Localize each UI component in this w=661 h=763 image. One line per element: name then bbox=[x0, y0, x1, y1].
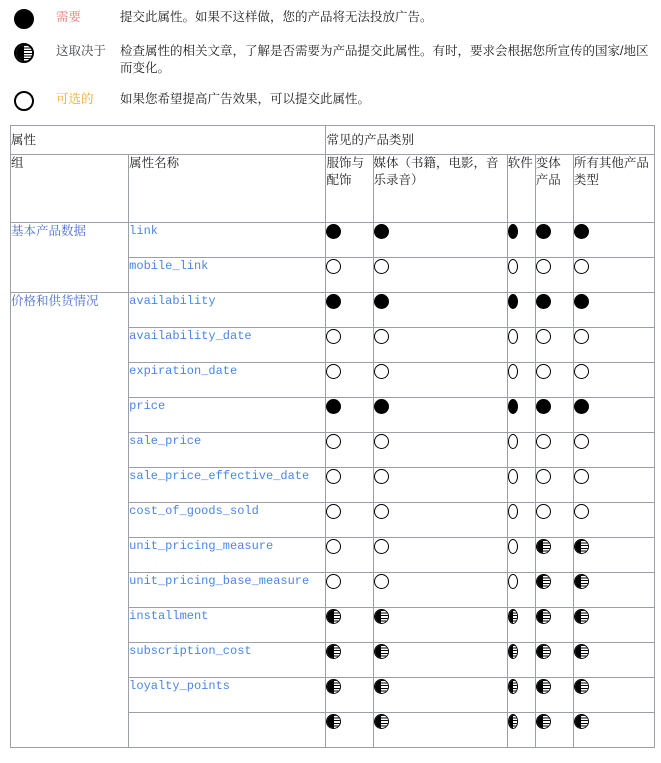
empty-circle-icon bbox=[326, 469, 341, 484]
filled-circle-icon bbox=[574, 294, 589, 309]
support-cell-var bbox=[535, 328, 573, 363]
legend-item-optional bbox=[10, 90, 655, 111]
empty-circle-icon bbox=[326, 259, 341, 274]
support-cell-app bbox=[326, 538, 373, 573]
filled-circle-icon bbox=[374, 224, 389, 239]
empty-circle-icon bbox=[374, 329, 389, 344]
support-cell-app bbox=[326, 573, 373, 608]
filled-circle-icon bbox=[508, 224, 518, 239]
half-filled-circle-icon bbox=[374, 679, 389, 694]
filled-circle-icon bbox=[536, 399, 551, 414]
half-filled-circle-icon bbox=[536, 539, 551, 554]
empty-circle-icon bbox=[326, 434, 341, 449]
empty-circle-icon bbox=[574, 364, 589, 379]
support-cell-var bbox=[535, 223, 573, 258]
empty-circle-icon bbox=[536, 364, 551, 379]
half-filled-circle-icon bbox=[574, 574, 589, 589]
support-cell-var bbox=[535, 258, 573, 293]
half-filled-circle-icon bbox=[574, 714, 589, 729]
legend-item-depends bbox=[10, 42, 655, 77]
empty-circle-icon bbox=[574, 469, 589, 484]
empty-circle-icon bbox=[326, 574, 341, 589]
support-cell-media bbox=[373, 713, 507, 748]
support-cell-media bbox=[373, 258, 507, 293]
support-cell-media bbox=[373, 433, 507, 468]
empty-circle-icon bbox=[574, 504, 589, 519]
table-body bbox=[11, 223, 655, 748]
support-cell-other bbox=[573, 433, 654, 468]
support-cell-var bbox=[535, 468, 573, 503]
support-cell-app bbox=[326, 503, 373, 538]
support-cell-media bbox=[373, 293, 507, 328]
attributes-table-wrapper bbox=[10, 125, 655, 748]
group-name-cell[interactable]: 价格和供货情况 bbox=[11, 293, 129, 748]
support-cell-other bbox=[573, 503, 654, 538]
support-cell-soft bbox=[507, 503, 535, 538]
half-filled-circle-icon bbox=[508, 609, 518, 624]
empty-circle-icon bbox=[508, 364, 518, 379]
filled-circle-icon bbox=[326, 294, 341, 309]
attribute-name-cell[interactable]: availability bbox=[129, 293, 326, 328]
support-cell-soft bbox=[507, 258, 535, 293]
support-cell-var bbox=[535, 398, 573, 433]
header-categories-span: 常见的产品类别 bbox=[326, 126, 655, 155]
attribute-name-cell[interactable]: subscription_cost bbox=[129, 643, 326, 678]
attribute-name-cell[interactable]: unit_pricing_base_measure bbox=[129, 573, 326, 608]
support-cell-var bbox=[535, 293, 573, 328]
empty-circle-icon bbox=[536, 504, 551, 519]
support-cell-soft bbox=[507, 538, 535, 573]
support-cell-app bbox=[326, 713, 373, 748]
half-filled-circle-icon bbox=[536, 714, 551, 729]
half-filled-circle-icon bbox=[536, 679, 551, 694]
header-col-apparel: 服饰与配饰 bbox=[326, 155, 373, 223]
empty-circle-icon bbox=[508, 539, 518, 554]
support-cell-media bbox=[373, 328, 507, 363]
support-cell-media bbox=[373, 363, 507, 398]
support-cell-app bbox=[326, 363, 373, 398]
support-cell-soft bbox=[507, 468, 535, 503]
header-col-attribute-name: 属性名称 bbox=[129, 155, 326, 223]
half-filled-circle-icon bbox=[374, 609, 389, 624]
support-cell-soft bbox=[507, 328, 535, 363]
attribute-name-cell[interactable]: mobile_link bbox=[129, 258, 326, 293]
half-filled-circle-icon bbox=[536, 644, 551, 659]
table-row bbox=[11, 223, 655, 258]
empty-circle-icon bbox=[374, 434, 389, 449]
support-cell-var bbox=[535, 433, 573, 468]
support-cell-other bbox=[573, 608, 654, 643]
support-cell-other bbox=[573, 538, 654, 573]
support-cell-var bbox=[535, 538, 573, 573]
half-filled-circle-icon bbox=[326, 644, 341, 659]
legend-item-required bbox=[10, 8, 655, 29]
empty-circle-icon bbox=[326, 539, 341, 554]
attribute-name-cell[interactable]: loyalty_points bbox=[129, 678, 326, 713]
legend-term-optional: 可选的 bbox=[56, 92, 94, 106]
support-cell-other bbox=[573, 573, 654, 608]
legend-term-depends: 这取决于 bbox=[56, 44, 107, 58]
empty-circle-icon bbox=[326, 504, 341, 519]
empty-circle-icon bbox=[374, 539, 389, 554]
table-row bbox=[11, 293, 655, 328]
empty-circle-icon bbox=[508, 574, 518, 589]
half-filled-circle-icon bbox=[536, 609, 551, 624]
support-cell-other bbox=[573, 328, 654, 363]
support-cell-app bbox=[326, 328, 373, 363]
filled-circle-icon bbox=[10, 8, 56, 29]
support-cell-app bbox=[326, 433, 373, 468]
attribute-name-cell[interactable]: link bbox=[129, 223, 326, 258]
header-attributes-span: 属性 bbox=[11, 126, 326, 155]
support-cell-app bbox=[326, 398, 373, 433]
filled-circle-icon bbox=[508, 399, 518, 414]
empty-circle-icon bbox=[536, 434, 551, 449]
header-col-group: 组 bbox=[11, 155, 129, 223]
empty-circle-icon bbox=[536, 259, 551, 274]
half-filled-circle-icon bbox=[374, 644, 389, 659]
support-cell-other bbox=[573, 223, 654, 258]
support-cell-var bbox=[535, 573, 573, 608]
half-filled-circle-icon bbox=[508, 679, 518, 694]
attribute-name-cell[interactable]: installment bbox=[129, 608, 326, 643]
support-cell-var bbox=[535, 363, 573, 398]
support-cell-other bbox=[573, 713, 654, 748]
attribute-name-cell[interactable]: sale_price_effective_date bbox=[129, 468, 326, 503]
half-filled-circle-icon bbox=[574, 609, 589, 624]
legend-description-optional: 如果您希望提高广告效果，可以提交此属性。 bbox=[120, 92, 371, 106]
support-cell-media bbox=[373, 223, 507, 258]
filled-circle-icon bbox=[326, 224, 341, 239]
support-cell-other bbox=[573, 293, 654, 328]
filled-circle-icon bbox=[574, 224, 589, 239]
support-cell-soft bbox=[507, 293, 535, 328]
support-cell-app bbox=[326, 468, 373, 503]
empty-circle-icon bbox=[374, 259, 389, 274]
empty-circle-icon bbox=[374, 574, 389, 589]
legend-description-depends: 检查属性的相关文章，了解是否需要为产品提交此属性。有时，要求会根据您所宣传的国家/地区而变化。 bbox=[120, 44, 649, 75]
half-filled-circle-icon bbox=[326, 609, 341, 624]
support-cell-var bbox=[535, 608, 573, 643]
support-cell-soft bbox=[507, 573, 535, 608]
empty-circle-icon bbox=[326, 329, 341, 344]
group-name-cell[interactable]: 基本产品数据 bbox=[11, 223, 129, 293]
support-cell-soft bbox=[507, 713, 535, 748]
support-cell-media bbox=[373, 678, 507, 713]
header-col-software: 软件 bbox=[507, 155, 535, 223]
support-cell-media bbox=[373, 643, 507, 678]
support-cell-media bbox=[373, 538, 507, 573]
support-cell-app bbox=[326, 293, 373, 328]
support-cell-soft bbox=[507, 363, 535, 398]
empty-circle-icon bbox=[574, 259, 589, 274]
support-cell-other bbox=[573, 643, 654, 678]
legend-description-required: 提交此属性。如果不这样做，您的产品将无法投放广告。 bbox=[120, 10, 433, 24]
attribute-name-cell[interactable]: availability_date bbox=[129, 328, 326, 363]
half-filled-circle-icon bbox=[574, 679, 589, 694]
half-filled-circle-icon bbox=[508, 644, 518, 659]
support-cell-app bbox=[326, 223, 373, 258]
half-filled-circle-icon bbox=[326, 679, 341, 694]
support-cell-var bbox=[535, 713, 573, 748]
half-filled-circle-icon bbox=[508, 714, 518, 729]
attribute-name-cell[interactable]: cost_of_goods_sold bbox=[129, 503, 326, 538]
filled-circle-icon bbox=[536, 294, 551, 309]
empty-circle-icon bbox=[508, 504, 518, 519]
support-cell-soft bbox=[507, 678, 535, 713]
support-cell-soft bbox=[507, 643, 535, 678]
support-cell-other bbox=[573, 468, 654, 503]
attribute-name-cell[interactable] bbox=[129, 713, 326, 748]
attribute-name-cell[interactable]: unit_pricing_measure bbox=[129, 538, 326, 573]
header-col-other: 所有其他产品类型 bbox=[573, 155, 654, 223]
support-cell-other bbox=[573, 678, 654, 713]
empty-circle-icon bbox=[508, 434, 518, 449]
filled-circle-icon bbox=[508, 294, 518, 309]
filled-circle-icon bbox=[536, 224, 551, 239]
support-cell-other bbox=[573, 398, 654, 433]
table-header-column-row bbox=[11, 155, 655, 223]
support-cell-media bbox=[373, 573, 507, 608]
support-cell-var bbox=[535, 503, 573, 538]
support-cell-app bbox=[326, 608, 373, 643]
filled-circle-icon bbox=[574, 399, 589, 414]
filled-circle-icon bbox=[374, 294, 389, 309]
support-cell-media bbox=[373, 468, 507, 503]
empty-circle-icon bbox=[508, 259, 518, 274]
header-col-variant: 变体产品 bbox=[535, 155, 573, 223]
support-cell-var bbox=[535, 643, 573, 678]
half-filled-circle-icon bbox=[10, 42, 56, 63]
support-cell-soft bbox=[507, 223, 535, 258]
empty-circle-icon bbox=[574, 434, 589, 449]
empty-circle-icon bbox=[574, 329, 589, 344]
support-cell-soft bbox=[507, 608, 535, 643]
table-header-group-row bbox=[11, 126, 655, 155]
attribute-name-cell[interactable]: expiration_date bbox=[129, 363, 326, 398]
empty-circle-icon bbox=[374, 469, 389, 484]
support-cell-var bbox=[535, 678, 573, 713]
attribute-name-cell[interactable]: price bbox=[129, 398, 326, 433]
empty-circle-icon bbox=[10, 90, 56, 111]
half-filled-circle-icon bbox=[574, 644, 589, 659]
empty-circle-icon bbox=[326, 364, 341, 379]
support-cell-media bbox=[373, 503, 507, 538]
header-col-media: 媒体（书籍，电影，音乐录音） bbox=[373, 155, 507, 223]
empty-circle-icon bbox=[374, 364, 389, 379]
filled-circle-icon bbox=[374, 399, 389, 414]
empty-circle-icon bbox=[536, 329, 551, 344]
support-cell-soft bbox=[507, 398, 535, 433]
empty-circle-icon bbox=[508, 329, 518, 344]
table-header bbox=[11, 126, 655, 223]
half-filled-circle-icon bbox=[574, 539, 589, 554]
empty-circle-icon bbox=[374, 504, 389, 519]
support-cell-other bbox=[573, 258, 654, 293]
support-cell-media bbox=[373, 608, 507, 643]
half-filled-circle-icon bbox=[536, 574, 551, 589]
attributes-table bbox=[10, 125, 655, 748]
half-filled-circle-icon bbox=[374, 714, 389, 729]
support-cell-soft bbox=[507, 433, 535, 468]
filled-circle-icon bbox=[326, 399, 341, 414]
support-cell-app bbox=[326, 643, 373, 678]
legend-term-required: 需要 bbox=[56, 10, 82, 24]
half-filled-circle-icon bbox=[326, 714, 341, 729]
empty-circle-icon bbox=[508, 469, 518, 484]
empty-circle-icon bbox=[536, 469, 551, 484]
legend bbox=[0, 0, 661, 111]
support-cell-app bbox=[326, 678, 373, 713]
support-cell-app bbox=[326, 258, 373, 293]
support-cell-media bbox=[373, 398, 507, 433]
attribute-name-cell[interactable]: sale_price bbox=[129, 433, 326, 468]
support-cell-other bbox=[573, 363, 654, 398]
